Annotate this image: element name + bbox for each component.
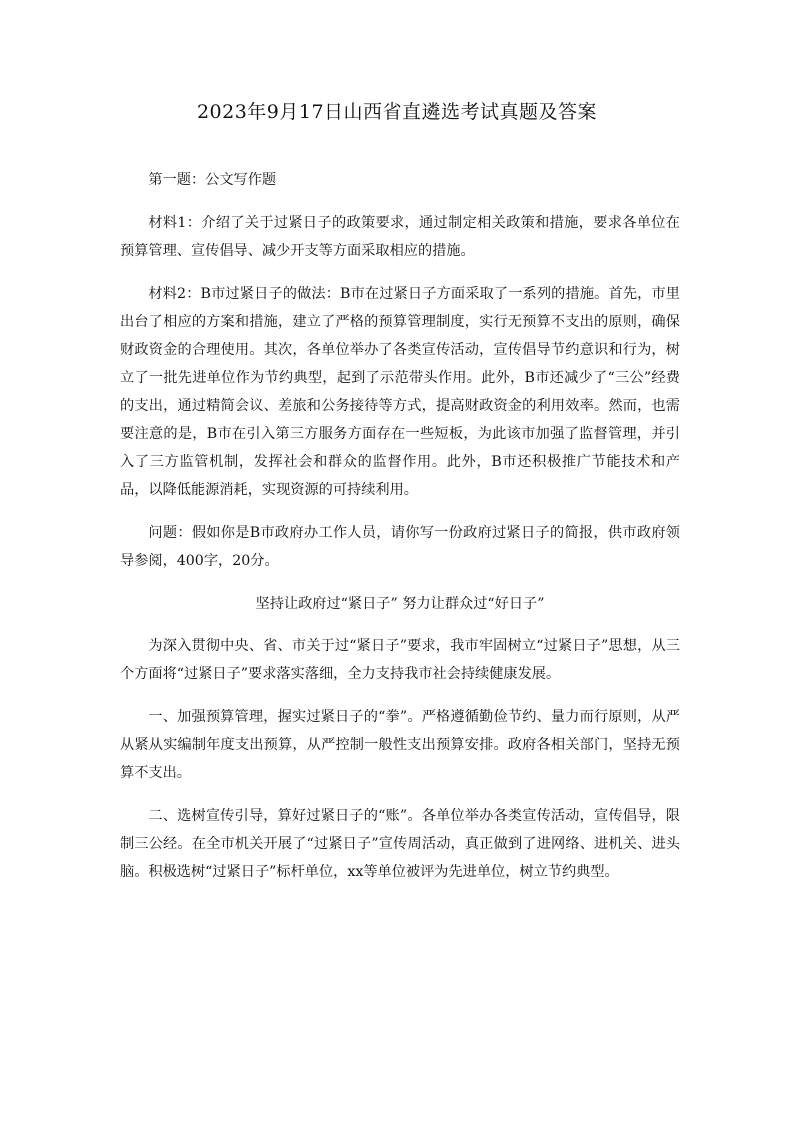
answer-point-2-paragraph: 二、选树宣传引导，算好过紧日子的“账”。各单位举办各类宣传活动，宣传倡导，限制三公经。在全市机关开展了“过紧日子”宣传周活动，真正做到了进网络、进机关、进头脑。积极选树“过紧日子”标杆单位，xx等单位被评为先进单位，树立节约典型。 <box>120 808 680 880</box>
answer-title: 坚持让政府过“紧日子” 努力让群众过“好日子” <box>255 596 545 612</box>
answer-point-1-paragraph: 一、加强预算管理，握实过紧日子的“拳”。严格遵循勤俭节约、量力而行原则，从严从紧从实编制年度支出预算，从严控制一般性支出预算安排。政府各相关部门，坚持无预算不支出。 <box>120 709 680 781</box>
material-1-paragraph: 材料1：介绍了关于过紧日子的政策要求，通过制定相关政策和措施，要求各单位在预算管理、宣传倡导、减少开支等方面采取相应的措施。 <box>120 215 680 259</box>
question-heading: 第一题：公文写作题 <box>148 172 277 188</box>
document-title: 2023年9月17日山西省直遴选考试真题及答案 <box>196 101 598 123</box>
question-paragraph: 问题：假如你是B市政府办工作人员，请你写一份政府过紧日子的简报，供市政府领导参阅，400字，20分。 <box>120 525 680 569</box>
answer-intro-paragraph: 为深入贯彻中央、省、市关于过“紧日子”要求，我市牢固树立“过紧日子”思想，从三个方面将“过紧日子”要求落实落细，全力支持我市社会持续健康发展。 <box>120 638 680 682</box>
document-body <box>120 166 680 901</box>
material-2-paragraph: 材料2：B市过紧日子的做法：B市在过紧日子方面采取了一系列的措施。首先，市里出台了相应的方案和措施，建立了严格的预算管理制度，实行无预算不支出的原则，确保财政资金的合理使用。其次，各单位举办了各类宣传活动，宣传倡导节约意识和行为，树立了一批先进单位作为节约典型，起到了示范带头作用。此外，B市还减少了“三公”经费的支出，通过精简会议、差旅和公务接待等方式，提高财政资金的利用效率。然而，也需要注意的是，B市在引入第三方服务方面存在一些短板，为此该市加强了监督管理，并引入了三方监管机制，发挥社会和群众的监督作用。此外，B市还积极推广节能技术和产品，以降低能源消耗，实现资源的可持续利用。 <box>120 286 680 498</box>
